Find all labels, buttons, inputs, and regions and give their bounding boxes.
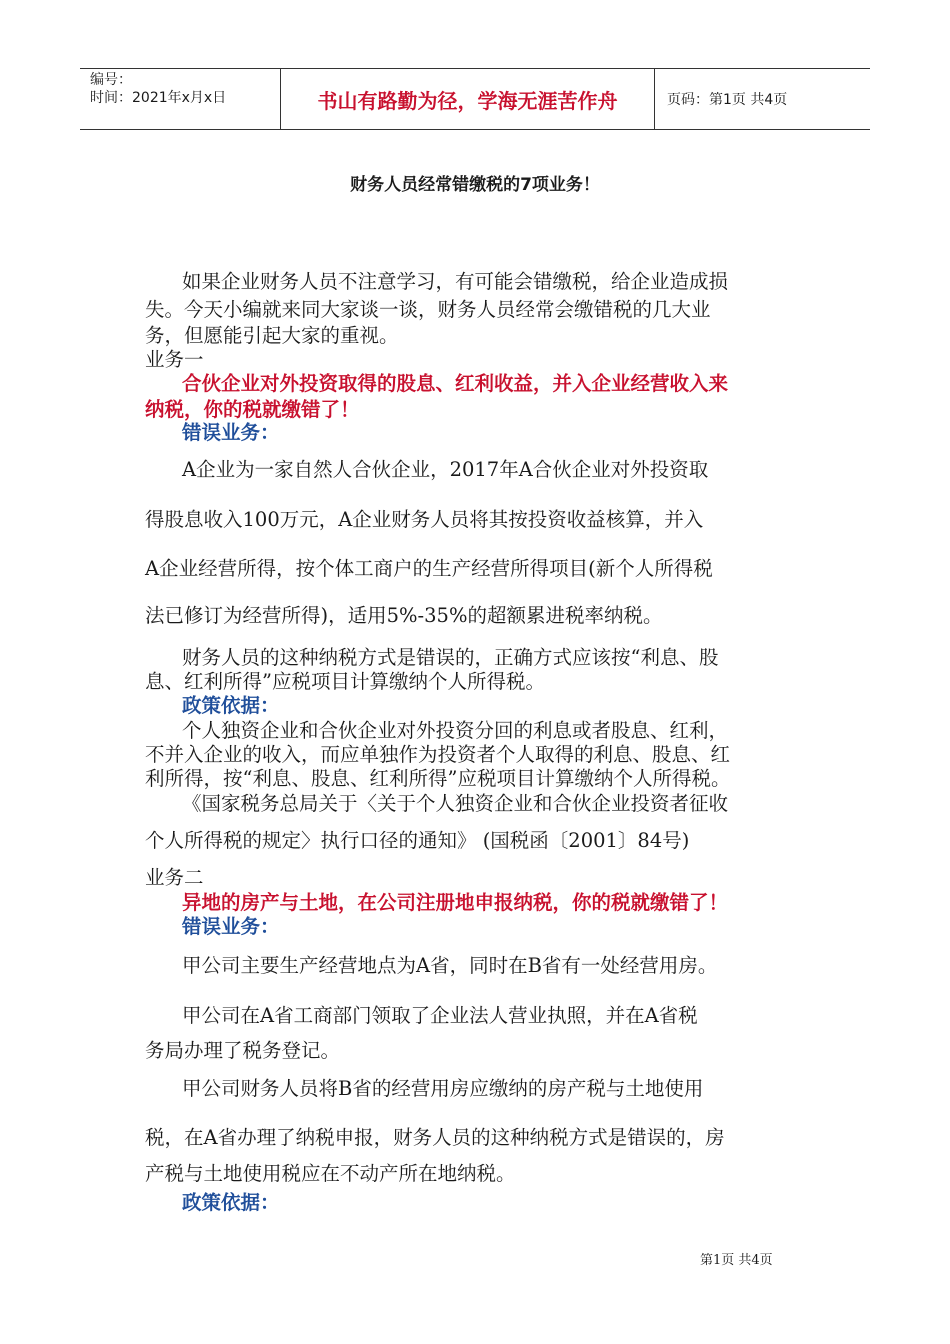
document-number-label: 编号： [90,72,132,88]
subheading-policy-basis: 政策依据： [182,694,280,717]
document-title: 财务人员经常错缴税的7项业务！ [350,175,600,195]
body-line: 个人独资企业和合伙企业对外投资分回的利息或者股息、红利， [182,719,729,742]
section-heading: 合伙企业对外投资取得的股息、红利收益，并入企业经营收入来 [182,372,729,395]
document-time-label: 时间：2021年x月x日 [90,90,227,106]
intro-line: 如果企业财务人员不注意学习，有可能会错缴税，给企业造成损 [182,270,729,293]
subheading-error-case: 错误业务： [182,915,280,938]
page-header [80,68,870,130]
body-line: 甲公司主要生产经营地点为A省，同时在B省有一处经营用房。 [182,954,718,977]
body-line: 产税与土地使用税应在不动产所在地纳税。 [145,1162,516,1185]
body-line: 《国家税务总局关于〈关于个人独资企业和合伙企业投资者征收 [182,792,729,815]
body-line: 利所得，按“利息、股息、红利所得”应税项目计算缴纳个人所得税。 [145,767,731,790]
section-label: 业务二 [145,866,204,889]
subheading-error-case: 错误业务： [182,421,280,444]
body-line: 法已修订为经营所得)，适用5%-35%的超额累进税率纳税。 [145,604,663,627]
body-line: A企业经营所得，按个体工商户的生产经营所得项目(新个人所得税 [145,557,713,580]
header-meta [80,69,281,129]
section-label: 业务一 [145,348,204,371]
body-line: 甲公司财务人员将B省的经营用房应缴纳的房产税与土地使用 [182,1077,704,1100]
subheading-policy-basis: 政策依据： [182,1191,280,1214]
header-motto: 书山有路勤为径，学海无涯苦作舟 [281,69,655,129]
section-heading: 纳税，你的税就缴错了！ [145,398,360,421]
section-heading: 异地的房产与土地，在公司注册地申报纳税，你的税就缴错了！ [182,891,729,914]
body-line: 得股息收入100万元，A企业财务人员将其按投资收益核算，并入 [145,508,704,531]
body-line: 财务人员的这种纳税方式是错误的，正确方式应该按“利息、股 [182,646,719,669]
body-line: A企业为一家自然人合伙企业，2017年A合伙企业对外投资取 [182,458,709,481]
body-line: 息、红利所得”应税项目计算缴纳个人所得税。 [145,670,545,693]
body-line: 不并入企业的收入，而应单独作为投资者个人取得的利息、股息、红 [145,743,731,766]
body-line: 税，在A省办理了纳税申报，财务人员的这种纳税方式是错误的，房 [145,1126,725,1149]
header-page-number: 页码：第1页 共4页 [667,92,788,108]
intro-line: 务，但愿能引起大家的重视。 [145,324,399,347]
page-footer: 第1页 共4页 [700,1253,773,1268]
body-line: 甲公司在A省工商部门领取了企业法人营业执照，并在A省税 [182,1004,698,1027]
body-line: 务局办理了税务登记。 [145,1039,341,1062]
intro-line: 失。今天小编就来同大家谈一谈，财务人员经常会缴错税的几大业 [145,298,711,321]
body-line: 个人所得税的规定〉执行口径的通知》 (国税函〔2001〕84号) [145,829,690,852]
